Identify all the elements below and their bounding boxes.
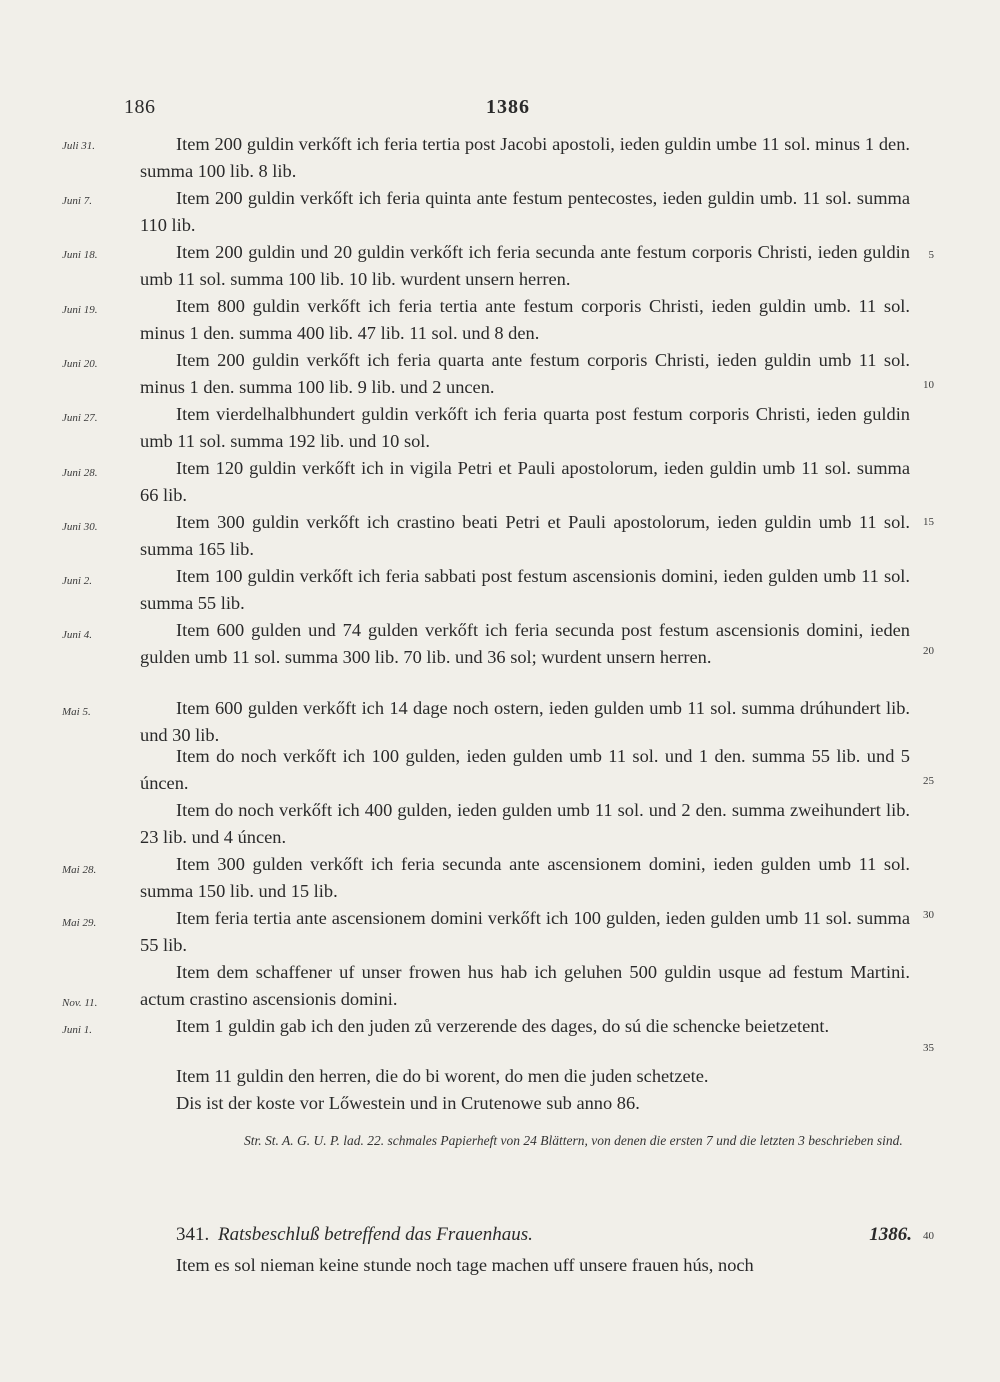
line-number: 5	[928, 249, 934, 261]
ledger-entry: Item 200 guldin verkőft ich feria quarta ante festum corporis Christi, ieden guldin umb 11 sol. minus 1 den. summa 100 lib. 9 lib. und 2 uncen.	[140, 350, 910, 397]
margin-date: Juni 18.	[62, 249, 98, 261]
ledger-entry: Item 300 guldin verkőft ich crastino beati Petri et Pauli apostolorum, ieden guldin umb 11 sol. summa 165 lib.	[140, 512, 910, 559]
margin-date: Juni 4.	[62, 629, 92, 641]
ledger-entry: Item do noch verkőft ich 400 gulden, ieden gulden umb 11 sol. und 2 den. summa zweihundert lib. 23 lib. und 4 úncen.	[140, 800, 910, 847]
document-heading	[176, 1222, 912, 1248]
document-first-line: Item es sol nieman keine stunde noch tage machen uff unsere frauen hús, noch	[176, 1255, 754, 1275]
line-number: 40	[923, 1230, 934, 1242]
ledger-entry: Item 11 guldin den herren, die do bi worent, do men die juden schetzete.	[176, 1066, 709, 1086]
margin-date: Juli 31.	[62, 140, 95, 152]
document-number: 341.	[176, 1224, 210, 1245]
margin-date: Juni 27.	[62, 412, 98, 424]
line-number: 15	[923, 516, 934, 528]
margin-date: Juni 20.	[62, 358, 98, 370]
ledger-entry: Item dem schaffener uf unser frowen hus hab ich geluhen 500 guldin usque ad festum Martini. actum crastino ascensionis domini.	[140, 962, 910, 1009]
margin-date: Mai 5.	[62, 706, 91, 718]
ledger-entry: Item do noch verkőft ich 100 gulden, ieden gulden umb 11 sol. und 1 den. summa 55 lib. und 5 úncen.	[140, 746, 910, 793]
margin-date: Juni 30.	[62, 521, 98, 533]
margin-date: Juni 1.	[62, 1024, 92, 1036]
margin-date: Juni 19.	[62, 304, 98, 316]
running-head-year: 1386	[486, 96, 530, 118]
ledger-entry: Item 200 guldin und 20 guldin verkőft ich feria secunda ante festum corporis Christi, ieden guldin umb 11 sol. summa 100 lib. 10 lib. wurdent unsern herren.	[140, 242, 910, 289]
document-title: Ratsbeschluß betreffend das Frauenhaus.	[218, 1224, 533, 1245]
ledger-entry: Item feria tertia ante ascensionem domini verkőft ich 100 gulden, ieden gulden umb 11 sol. summa 55 lib.	[140, 908, 910, 955]
ledger-entry: Dis ist der koste vor Lőwestein und in Crutenowe sub anno 86.	[176, 1093, 640, 1113]
page-number: 186	[124, 96, 156, 118]
line-number: 35	[923, 1042, 934, 1054]
ledger-entry: Item 600 gulden und 74 gulden verkőft ich feria secunda post festum ascensionis domini, ieden gulden umb 11 sol. summa 300 lib. 70 lib. und 36 sol; wurdent unsern herren.	[140, 620, 910, 667]
ledger-entry: Item 600 gulden verkőft ich 14 dage noch ostern, ieden gulden umb 11 sol. summa drúhundert lib. und 30 lib.	[140, 698, 910, 745]
margin-date: Mai 28.	[62, 864, 97, 876]
ledger-entry: Item 800 guldin verkőft ich feria tertia ante festum corporis Christi, ieden guldin umb. 11 sol. minus 1 den. summa 400 lib. 47 lib. 11 sol. und 8 den.	[140, 296, 910, 343]
line-number: 10	[923, 379, 934, 391]
margin-date: Nov. 11.	[62, 997, 98, 1009]
source-note: Str. St. A. G. U. P. lad. 22. schmales Papierheft von 24 Blättern, von denen die ersten 7 und die letzten 3 beschrieben sind.	[244, 1133, 903, 1148]
ledger-entry: Item 1 guldin gab ich den juden zů verzerende des dages, do sú die schencke beietzetent.	[176, 1016, 830, 1036]
ledger-entry: Item vierdelhalbhundert guldin verkőft ich feria quarta post festum corporis Christi, ieden guldin umb 11 sol. summa 192 lib. und 10 sol.	[140, 404, 910, 451]
margin-date: Juni 7.	[62, 195, 92, 207]
ledger-entry: Item 300 gulden verkőft ich feria secunda ante ascensionem domini, ieden gulden umb 11 sol. summa 150 lib. und 15 lib.	[140, 854, 910, 901]
ledger-entry: Item 100 guldin verkőft ich feria sabbati post festum ascensionis domini, ieden gulden umb 11 sol. summa 55 lib.	[140, 566, 910, 613]
margin-date: Juni 2.	[62, 575, 92, 587]
line-number: 30	[923, 909, 934, 921]
margin-date: Juni 28.	[62, 467, 98, 479]
ledger-entry: Item 120 guldin verkőft ich in vigila Petri et Pauli apostolorum, ieden guldin umb 11 sol. summa 66 lib.	[140, 458, 910, 505]
line-number: 25	[923, 775, 934, 787]
document-year: 1386.	[869, 1224, 912, 1245]
ledger-entry: Item 200 guldin verkőft ich feria tertia post Jacobi apostoli, ieden guldin umbe 11 sol. minus 1 den. summa 100 lib. 8 lib.	[140, 134, 910, 181]
margin-date: Mai 29.	[62, 917, 97, 929]
ledger-entry: Item 200 guldin verkőft ich feria quinta ante festum pentecostes, ieden guldin umb. 11 sol. summa 110 lib.	[140, 188, 910, 235]
line-number: 20	[923, 645, 934, 657]
